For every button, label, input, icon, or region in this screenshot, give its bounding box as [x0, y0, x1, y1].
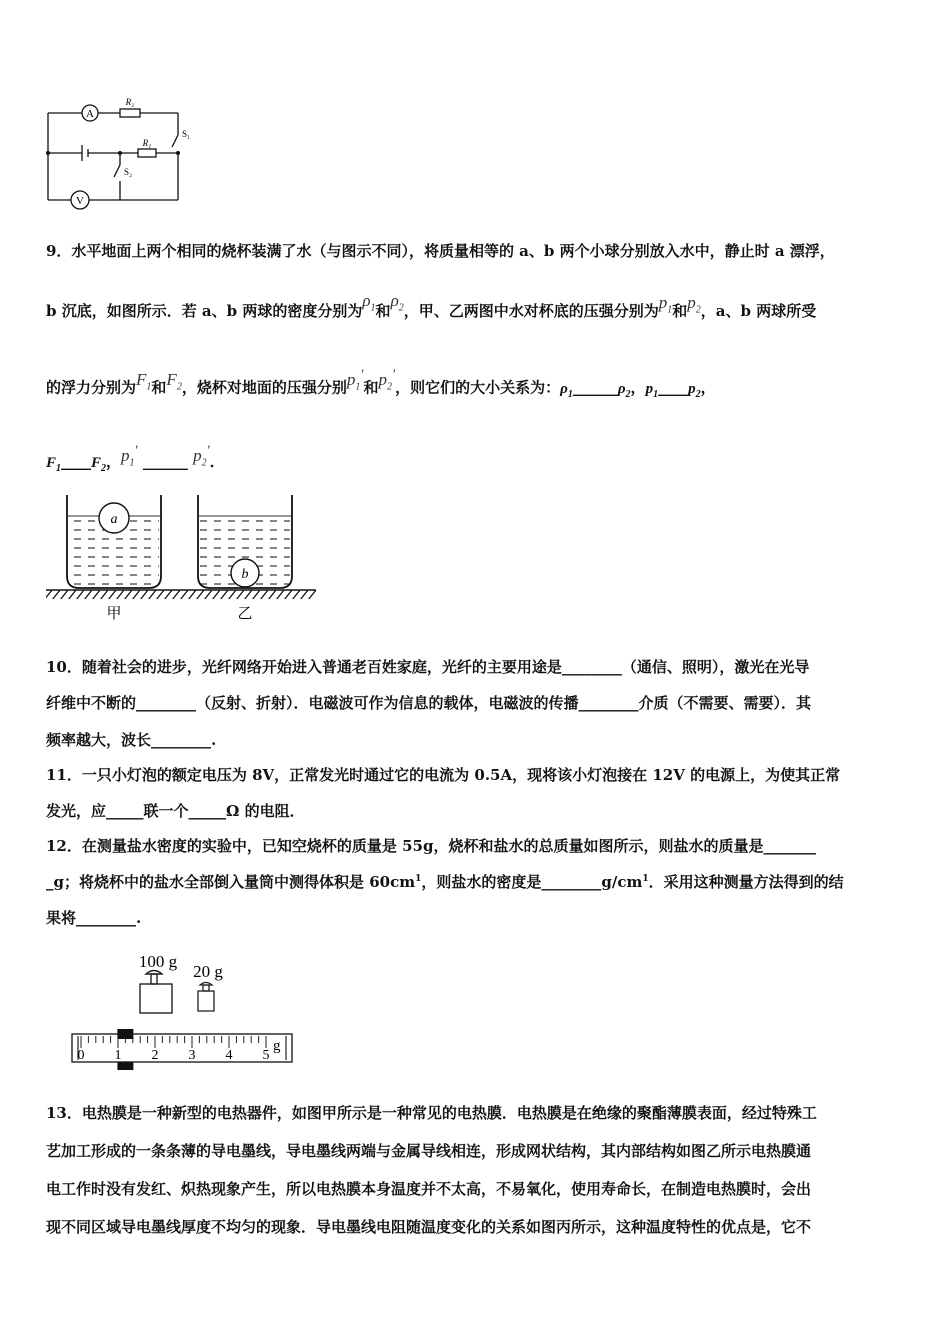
- q9-line-2: b 沉底，如图所示．若 a、b 两球的密度分别为$\rho_1$和$\rho_2$，甲、乙两图中水对杯底的压强分别为$p_1$和$p_2$，a、b 两球所受: [46, 291, 817, 320]
- q13-line-2: 艺加工形成的一条条薄的导电墨线，导电墨线两端与金属导线相连，形成网状结构，其内部结构如图乙所示电热膜通: [46, 1142, 812, 1160]
- rider: [117, 1062, 133, 1070]
- ball-b-label: b: [241, 567, 249, 582]
- scale-tick-label: 3: [188, 1048, 196, 1063]
- beakers-figure: [44, 490, 324, 626]
- caption-jia: 甲: [106, 606, 122, 622]
- weight-20g: [198, 983, 214, 1012]
- weight-20g-label: 20 g: [193, 962, 223, 981]
- q13-line-4: 现不同区域导电墨线厚度不均匀的现象．导电墨线电阻随温度变化的关系如图丙所示，这种温度特性的优点是，它不: [46, 1218, 812, 1236]
- scale-tick-label: 4: [225, 1048, 233, 1063]
- voltmeter-label: V: [76, 195, 84, 207]
- circuit-diagram: [38, 95, 198, 215]
- rho1-symbol: $\rho_1$: [362, 291, 376, 314]
- q12-line-2: _g；将烧杯中的盐水全部倒入量筒中测得体积是 $60cm^1$，则盐水的密度是$\_\_\_\_\_\_\_\_g/cm^1$．采用这种测量方法得到的结: [46, 873, 844, 891]
- rider: [117, 1029, 133, 1039]
- p2-symbol: $p_2$: [687, 293, 701, 316]
- scale-tick-label: 0: [77, 1048, 85, 1063]
- F2-symbol: $F_2$: [166, 369, 182, 393]
- p2-prime-symbol: $p_2'$: [378, 366, 396, 393]
- q13-line-3: 电工作时没有发红、炽热现象产生，所以电热膜本身温度并不太高，不易氧化，使用寿命长，在制造电热膜时，会出: [46, 1180, 812, 1198]
- balance-scale: [72, 1029, 292, 1070]
- weight-100g-label: 100 g: [138, 952, 178, 971]
- scale-tick-label: 2: [151, 1048, 159, 1063]
- s2-label: S₂: [124, 167, 133, 177]
- rho2-symbol: $\rho_2$: [390, 291, 404, 314]
- q9-line-4: $F_1\_\_\_\_F_2$，$p_1'$ ______ $p_2'$．: [46, 442, 225, 474]
- balance-figure: [64, 945, 304, 1073]
- answer-blank[interactable]: ______: [572, 378, 618, 397]
- q10-line-2: 纤维中不断的________（反射、折射）．电磁波可作为信息的载体，电磁波的传播________介质（不需要、需要）．其: [46, 694, 812, 712]
- q9-line-3: 的浮力分别为$F_1$和$F_2$，烧杯对地面的压强分别$p_1'$和$p_2'$，则它们的大小关系为：$\rho_1\_\_\_\_\_\_\rho_2$，$p_1\_\_\_\_p_2$，: [46, 366, 716, 400]
- answer-blank[interactable]: ______: [142, 452, 188, 471]
- scale-unit: g: [273, 1038, 281, 1054]
- q13-line-1: 13．电热膜是一种新型的电热器件，如图甲所示是一种常见的电热膜．电热膜是在绝缘的聚酯薄膜表面，经过特殊工: [46, 1104, 817, 1122]
- p1-prime-symbol: $p_1'$: [346, 366, 364, 393]
- weight-100g: [140, 971, 172, 1014]
- scale-tick-label: 5: [262, 1048, 270, 1063]
- scale-tick-label: 1: [114, 1048, 122, 1063]
- answer-blank[interactable]: ____: [658, 378, 689, 397]
- answer-rho1: $\rho_1$: [560, 380, 573, 400]
- q9-line-1: 9．水平地面上两个相同的烧杯装满了水（与图示不同），将质量相等的 a、b 两个小球分别放入水中，静止时 a 漂浮，: [46, 242, 835, 260]
- q11-line-1: 11．一只小灯泡的额定电压为 8V，正常发光时通过它的电流为 0.5A，现将该小灯泡接在 12V 的电源上，为使其正常: [46, 766, 841, 784]
- F1-symbol: $F_1$: [136, 369, 152, 393]
- r1-label: R₁: [142, 138, 152, 148]
- q10-line-1: 10．随着社会的进步，光纤网络开始进入普通老百姓家庭，光纤的主要用途是________（通信、照明），激光在光导: [46, 658, 810, 676]
- answer-rho2: $\rho_2$: [617, 380, 631, 400]
- q12-line-3: 果将________.: [46, 909, 142, 927]
- answer-p1-prime: $p_1'$: [121, 442, 138, 469]
- q11-line-2: 发光，应_____联一个_____Ω 的电阻．: [46, 802, 305, 820]
- ball-a-label: a: [110, 512, 118, 527]
- answer-p2-prime: $p_2'$: [193, 442, 210, 469]
- q12-line-1: 12．在测量盐水密度的实验中，已知空烧杯的质量是 55g，烧杯和盐水的总质量如图所示，则盐水的质量是_______: [46, 837, 816, 855]
- q10-line-3: 频率越大，波长________.: [46, 731, 217, 749]
- answer-p2: $p_2$: [688, 380, 701, 400]
- ammeter-label: A: [86, 108, 94, 120]
- answer-p1: $p_1$: [645, 380, 659, 400]
- answer-F2: $F_2$: [91, 454, 107, 474]
- caption-yi: 乙: [237, 606, 253, 622]
- answer-F1: $F_1$: [46, 454, 62, 474]
- r2-label: R₂: [125, 97, 135, 107]
- answer-blank[interactable]: ____: [61, 452, 92, 471]
- p1-symbol: $p_1$: [658, 293, 673, 316]
- s1-label: S₁: [182, 129, 191, 139]
